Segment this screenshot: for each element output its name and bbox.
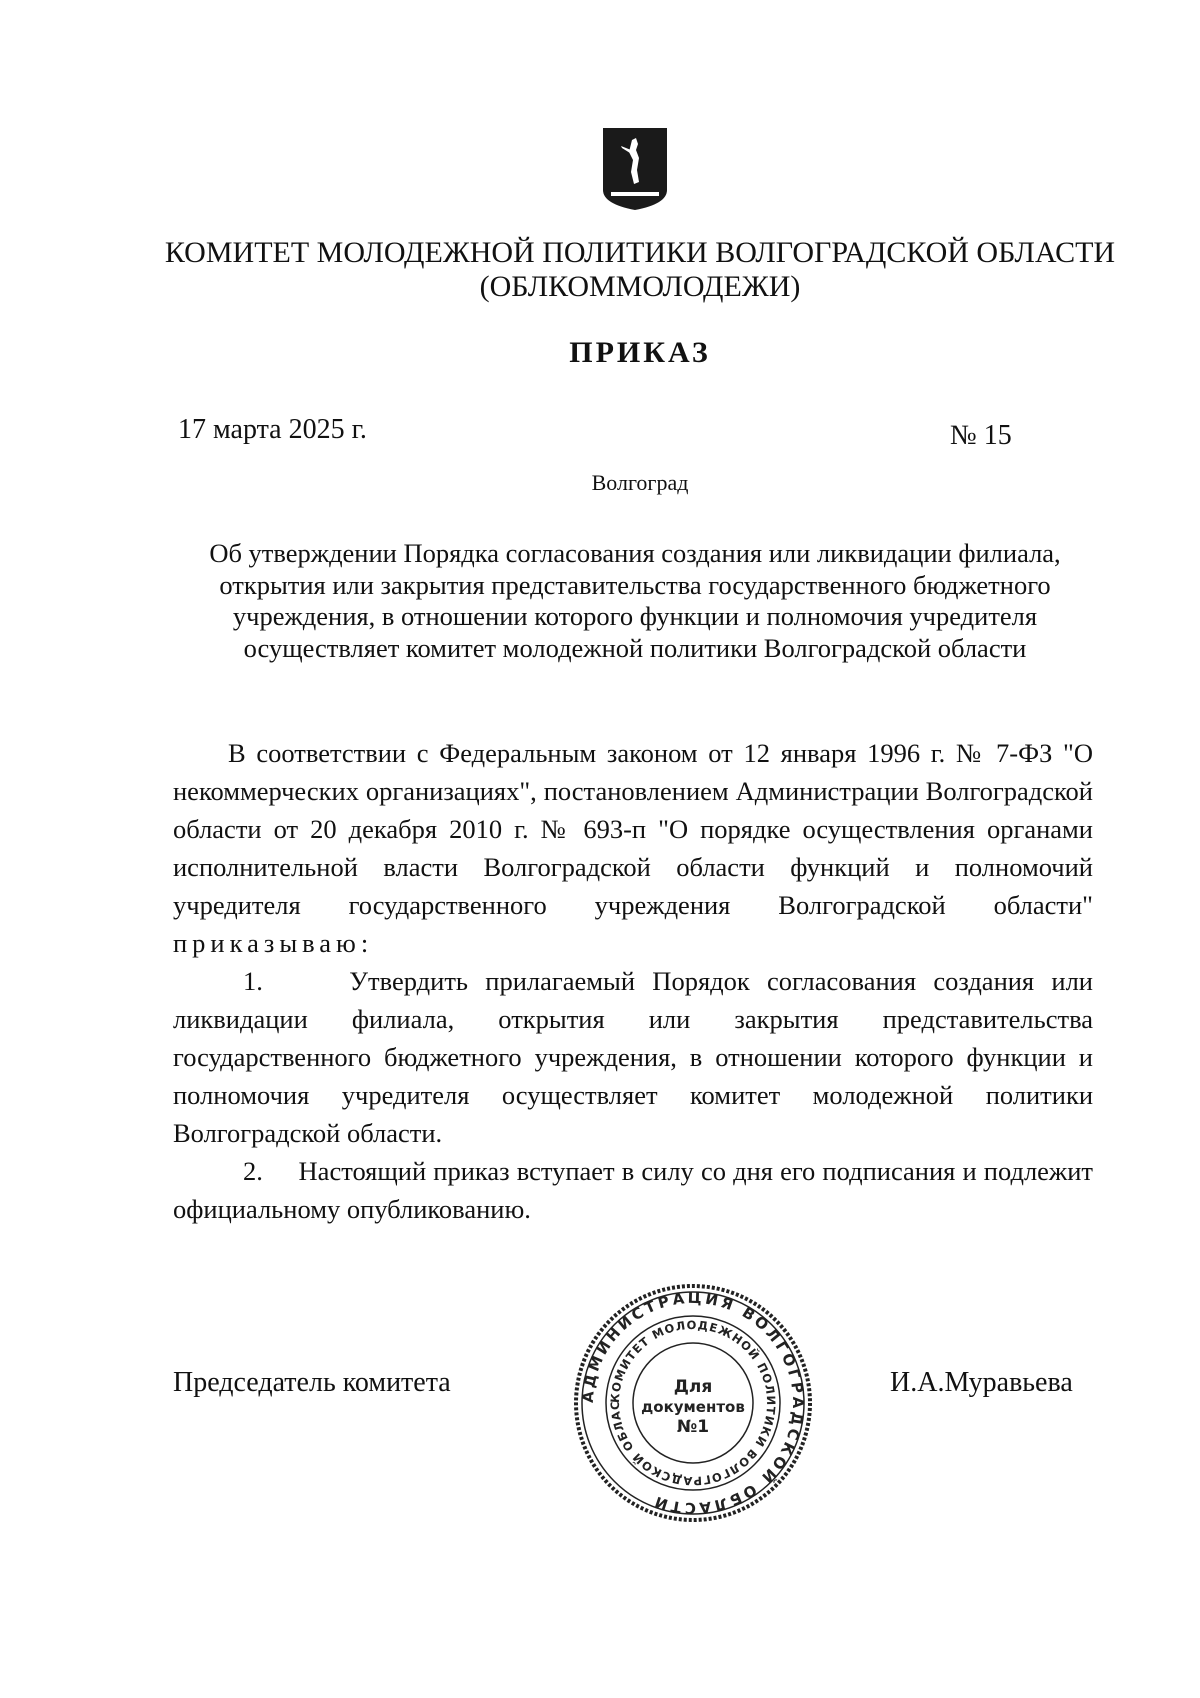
signatory-position: Председатель комитета xyxy=(173,1367,451,1398)
stamp-center-line-2: документов xyxy=(641,1398,745,1416)
document-subject: Об утверждении Порядка согласования создания или ликвидации филиала, открытия или закрытия представительства государственного бюджетного учреждения, в отношении которого функции и полномочия учредителя осуществляет комитет молодежной политики Волгоградской области xyxy=(209,538,1061,663)
order-item-2 xyxy=(173,1152,1093,1228)
item-2-number: 2. xyxy=(243,1156,263,1186)
document-number: № 15 xyxy=(950,420,1012,451)
preamble-text: В соответствии с Федеральным законом от 12 января 1996 г. № 7-ФЗ "О некоммерческих организациях", постановлением Администрации Волгоградской области от 20 декабря 2010 г. № 693-п "О порядке осуществления органами исполнительной власти Волгоградской области функций и полномочий учредителя государственного учреждения Волгоградской области" xyxy=(173,738,1093,920)
stamp-center-line-3: №1 xyxy=(676,1417,710,1437)
stamp-center-line-1: Для xyxy=(673,1377,713,1397)
document-type: ПРИКАЗ xyxy=(569,336,711,369)
item-1-number: 1. xyxy=(243,966,263,996)
document-date: 17 марта 2025 г. xyxy=(178,414,367,445)
stamp-inner-ring-text: КОМИТЕТ МОЛОДЕЖНОЙ ПОЛИТИКИ ВОЛГОГРАДСКОЙ ОБЛАС xyxy=(607,1317,779,1489)
order-word: приказываю: xyxy=(173,928,374,958)
signatory-name: И.А.Муравьева xyxy=(890,1367,1073,1398)
document-body xyxy=(173,734,1093,1228)
stamp-seal-icon xyxy=(572,1282,814,1524)
item-1-text: Утвердить прилагаемый Порядок согласования создания или ликвидации филиала, открытия или закрытия представительства государственного бюджетного учреждения, в отношении которого функции и полномочия учредителя осуществляет комитет молодежной политики Волгоградской области. xyxy=(173,966,1093,1148)
item-2-text: Настоящий приказ вступает в силу со дня его подписания и подлежит официальному опубликованию. xyxy=(173,1156,1094,1224)
stamp-outer-ring-text: АДМИНИСТРАЦИЯ ВОЛГОГРАДСКОЙ ОБЛАСТИ xyxy=(578,1288,808,1518)
document-city: Волгоград xyxy=(591,470,689,495)
preamble-paragraph xyxy=(173,734,1093,962)
organization-name: КОМИТЕТ МОЛОДЕЖНОЙ ПОЛИТИКИ ВОЛГОГРАДСКОЙ ОБЛАСТИ xyxy=(164,236,1116,269)
official-stamp xyxy=(572,1282,814,1524)
order-item-1 xyxy=(173,962,1093,1152)
coat-of-arms-icon xyxy=(601,126,669,212)
organization-abbreviation: (ОБЛКОММОЛОДЕЖИ) xyxy=(479,270,801,303)
